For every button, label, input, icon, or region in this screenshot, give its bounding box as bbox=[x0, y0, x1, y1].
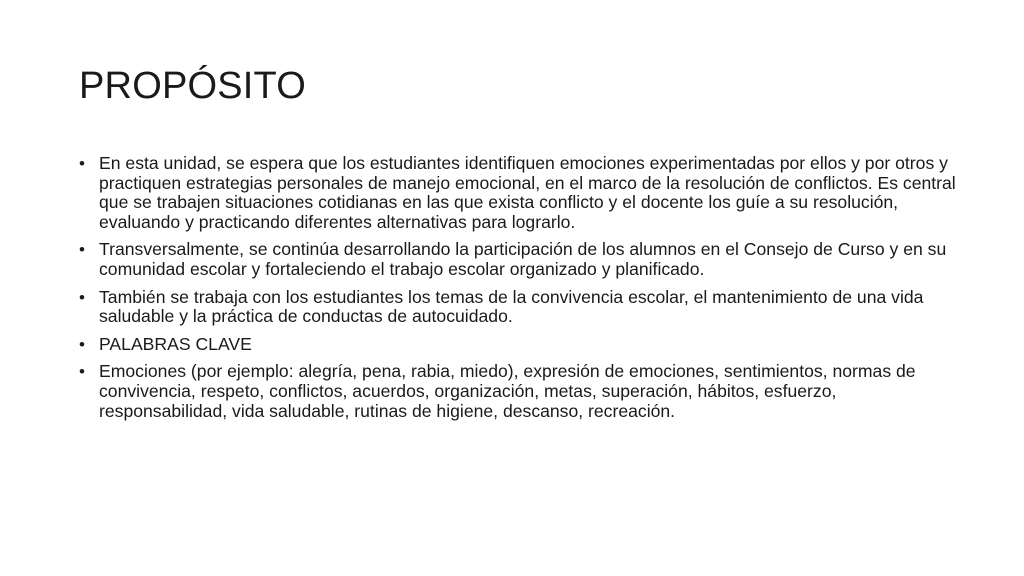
bullet-item-convivencia bbox=[79, 288, 959, 327]
bullet-item-keywords-list bbox=[79, 362, 959, 421]
bullet-item-keywords-heading bbox=[79, 335, 959, 355]
bullet-item-transversal bbox=[79, 240, 959, 279]
bullet-text: Transversalmente, se continúa desarrollando la participación de los alumnos en el Consejo de Curso y en su comunidad escolar y fortaleciendo el trabajo escolar organizado y planificado. bbox=[99, 239, 947, 279]
bullet-text: En esta unidad, se espera que los estudiantes identifiquen emociones experimentadas por ellos y por otros y practiquen estrategias personales de manejo emocional, en el marco de la resolución de conflictos. Es central que se trabajen situaciones cotidianas en las que exista conflicto y el docente los guíe a su resolución, evaluando y practicando diferentes alternativas para lograrlo. bbox=[99, 153, 956, 232]
bullet-text: También se trabaja con los estudiantes los temas de la convivencia escolar, el mantenimiento de una vida saludable y la práctica de conductas de autocuidado. bbox=[99, 286, 924, 327]
bullet-icon: • bbox=[79, 334, 85, 354]
bullet-text: Emociones (por ejemplo: alegría, pena, rabia, miedo), expresión de emociones, sentimientos, normas de convivencia, respeto, conflictos, acuerdos, organización, metas, superación, hábitos, esfuerzo, responsabilidad, vida saludable, rutinas de higiene, descanso, recreación. bbox=[99, 361, 916, 421]
bullet-icon: • bbox=[79, 362, 85, 382]
bullet-text: PALABRAS CLAVE bbox=[99, 333, 252, 354]
bullet-icon: • bbox=[79, 154, 85, 173]
bullet-icon: • bbox=[79, 240, 85, 260]
bullet-list bbox=[79, 154, 959, 429]
slide-title: PROPÓSITO bbox=[79, 65, 307, 107]
bullet-icon: • bbox=[79, 287, 85, 307]
bullet-item-objective bbox=[79, 154, 959, 232]
